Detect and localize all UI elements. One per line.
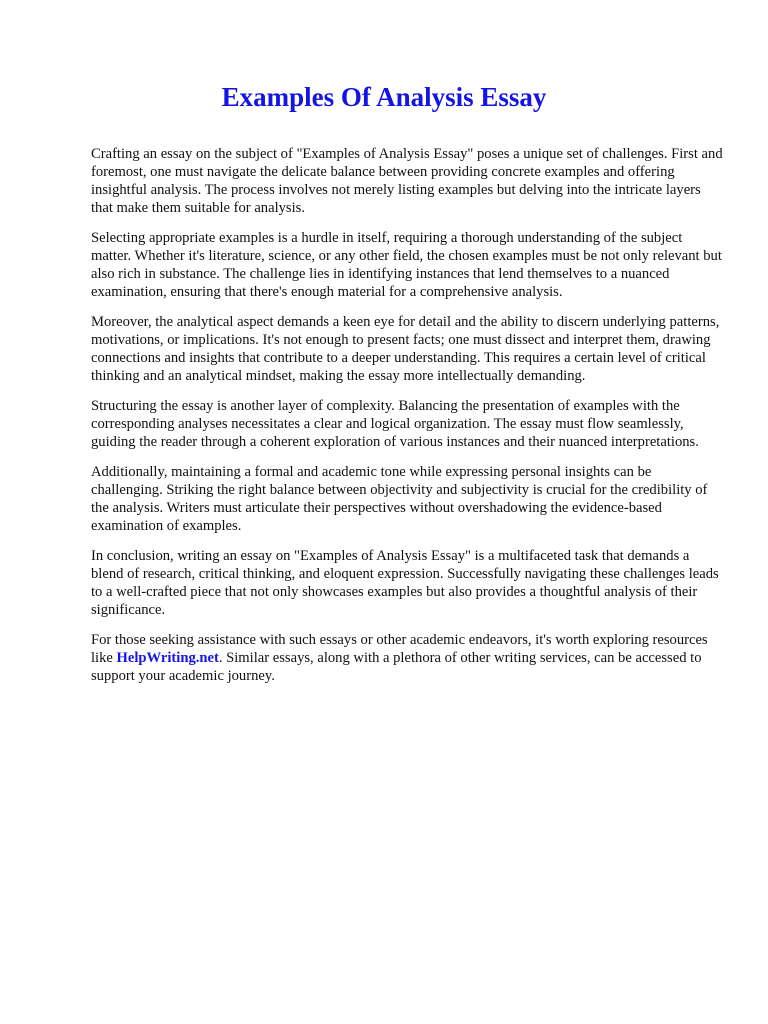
helpwriting-link[interactable]: HelpWriting.net (116, 650, 219, 666)
paragraph-analytical-aspect: Moreover, the analytical aspect demands a keen eye for detail and the ability to discern underlying patterns, motivations, or implications. It's not enough to present facts; one must dissect and interpret them, drawing connections and insights that contribute to a deeper understanding. This requires a certain level of critical thinking and an analytical mindset, making the essay more intellectually demanding. (91, 314, 720, 384)
paragraph-tone: Additionally, maintaining a formal and academic tone while expressing personal insights can be challenging. Striking the right balance between objectivity and subjectivity is crucial for the credibility of the analysis. Writers must articulate their perspectives without overshadowing the evidence-based examination of examples. (91, 464, 708, 534)
paragraph-resources (91, 631, 725, 685)
resources-text-before: For those seeking assistance with such essays or other academic endeavors, it's worth exploring resources like (91, 632, 708, 666)
paragraph-selecting-examples: Selecting appropriate examples is a hurdle in itself, requiring a thorough understanding of the subject matter. Whether it's literature, science, or any other field, the chosen examples must be not only relevant but also rich in substance. The challenge lies in identifying instances that lend themselves to a nuanced examination, ensuring that there's enough material for a comprehensive analysis. (91, 230, 722, 300)
paragraph-conclusion: In conclusion, writing an essay on "Examples of Analysis Essay" is a multifaceted task that demands a blend of research, critical thinking, and eloquent expression. Successfully navigating these challenges leads to a well-crafted piece that not only showcases examples but also provides a thoughtful analysis of their significance. (91, 548, 719, 618)
paragraph-intro: Crafting an essay on the subject of "Examples of Analysis Essay" poses a unique set of challenges. First and foremost, one must navigate the delicate balance between providing concrete examples and offering insightful analysis. The process involves not merely listing examples but delving into the intricate layers that make them suitable for analysis. (91, 146, 723, 216)
document-title: Examples Of Analysis Essay (221, 82, 547, 112)
document-body (91, 145, 725, 697)
resources-text-after: . Similar essays, along with a plethora of other writing services, can be accessed to support your academic journey. (91, 650, 702, 684)
paragraph-structuring: Structuring the essay is another layer of complexity. Balancing the presentation of examples with the corresponding analyses necessitates a clear and logical organization. The essay must flow seamlessly, guiding the reader through a coherent exploration of various instances and their nuanced interpretations. (91, 398, 699, 450)
